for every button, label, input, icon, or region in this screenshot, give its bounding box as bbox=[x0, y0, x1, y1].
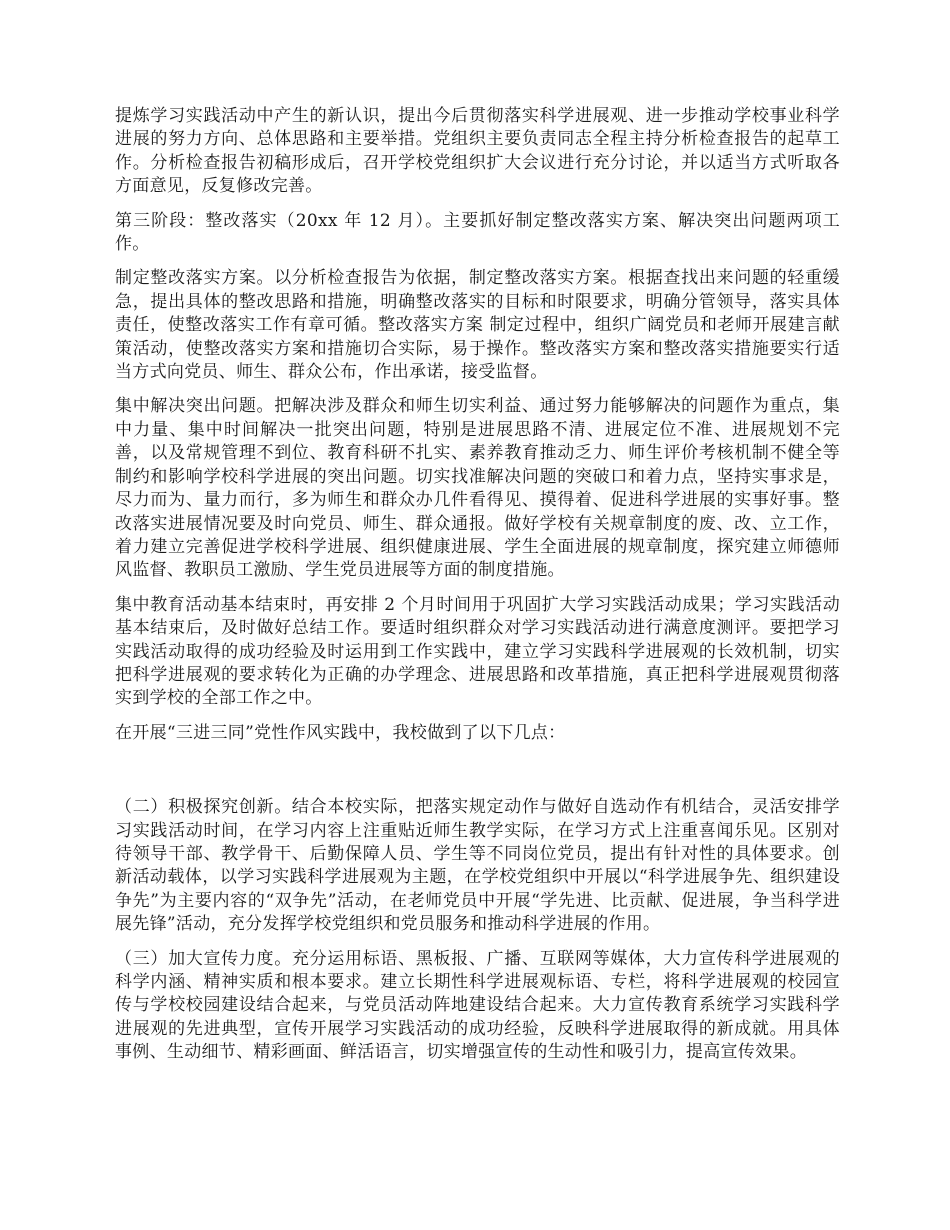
paragraph-solve-problems: 集中解决突出问题。把解决涉及群众和师生切实利益、通过努力能够解决的问题作为重点，集中力量、集中时间解决一批突出问题，特别是进展思路不清、进展定位不准、进展规划不完善，以及常规管理不到位、教育科研不扎实、素养教育推动乏力、师生评价考核机制不健全等制约和影响学校科学进展的突出问题。切实找准解决问题的突破口和着力点，坚持实事求是，尽力而为、量力而行，多为师生和群众办几件看得见、摸得着、促进科学进展的实事好事。整改落实进展情况要及时向党员、师生、群众通报。做好学校有关规章制度的废、改、立工作，着力建立完善促进学校科学进展、组织健康进展、学生全面进展的规章制度，探究建立师德师风监督、教职员工激励、学生党员进展等方面的制度措施。 bbox=[115, 396, 840, 581]
paragraph-rectification-plan: 制定整改落实方案。以分析检查报告为依据，制定整改落实方案。根据查找出来问题的轻重缓急，提出具体的整改思路和措施，明确整改落实的目标和时限要求，明确分管领导，落实具体责任，使整改落实工作有章可循。整改落实方案 制定过程中，组织广阔党员和老师开展建言献策活动，使整改落实方案和措施切合实际，易于操作。整改落实方案和整改落实措施要实行适当方式向党员、师生、群众公布，作出承诺，接受监督。 bbox=[115, 268, 840, 383]
blank-gap bbox=[115, 756, 840, 796]
paragraph-analysis-report: 提炼学习实践活动中产生的新认识，提出今后贯彻落实科学进展观、进一步推动学校事业科学进展的努力方向、总体思路和主要举措。党组织主要负责同志全程主持分析检查报告的起草工作。分析检查报告初稿形成后，召开学校党组织扩大会议进行充分讨论，并以适当方式听取各方面意见，反复修改完善。 bbox=[115, 106, 840, 197]
paragraph-stage-three: 第三阶段：整改落实（20xx 年 12 月）。主要抓好制定整改落实方案、解决突出问题两项工作。 bbox=[115, 210, 840, 255]
paragraph-point-three: （三）加大宣传力度。充分运用标语、黑板报、广播、互联网等媒体，大力宣传科学进展观的科学内涵、精神实质和根本要求。建立长期性科学进展观标语、专栏，将科学进展观的校园宣传与学校校园建设结合起来，与党员活动阵地建设结合起来。大力宣传教育系统学习实践科学进展观的先进典型，宣传开展学习实践活动的成功经验，反映科学进展取得的新成就。用具体事例、生动细节、精彩画面、鲜活语言，切实增强宣传的生动性和吸引力，提高宣传效果。 bbox=[115, 948, 840, 1063]
paragraph-three-practices-intro: 在开展“三进三同”党性作风实践中，我校做到了以下几点： bbox=[115, 722, 566, 743]
paragraph-point-two: （二）积极探究创新。结合本校实际，把落实规定动作与做好自选动作有机结合，灵活安排学习实践活动时间，在学习内容上注重贴近师生教学实际，在学习方式上注重喜闻乐见。区别对待领导干部、教学骨干、后勤保障人员、学生等不同岗位党员，提出有针对性的具体要求。创新活动载体，以学习实践科学进展观为主题，在学校党组织中开展以“科学进展争先、组织建设争先”为主要内容的“双争先”活动，在老师党员中开展“学先进、比贡献、促进展，争当科学进展先锋”活动，充分发挥学校党组织和党员服务和推动科学进展的作用。 bbox=[115, 797, 840, 935]
document-body bbox=[115, 105, 840, 1076]
paragraph-consolidation: 集中教育活动基本结束时，再安排 2 个月时间用于巩固扩大学习实践活动成果；学习实践活动基本结束后，及时做好总结工作。要适时组织群众对学习实践活动进行满意度测评。要把学习实践活动取得的成功经验及时运用到工作实践中，建立学习实践科学进展观的长效机制，切实把科学进展观的要求转化为正确的办学理念、进展思路和改革措施，真正把科学进展观贯彻落实到学校的全部工作之中。 bbox=[115, 594, 840, 709]
